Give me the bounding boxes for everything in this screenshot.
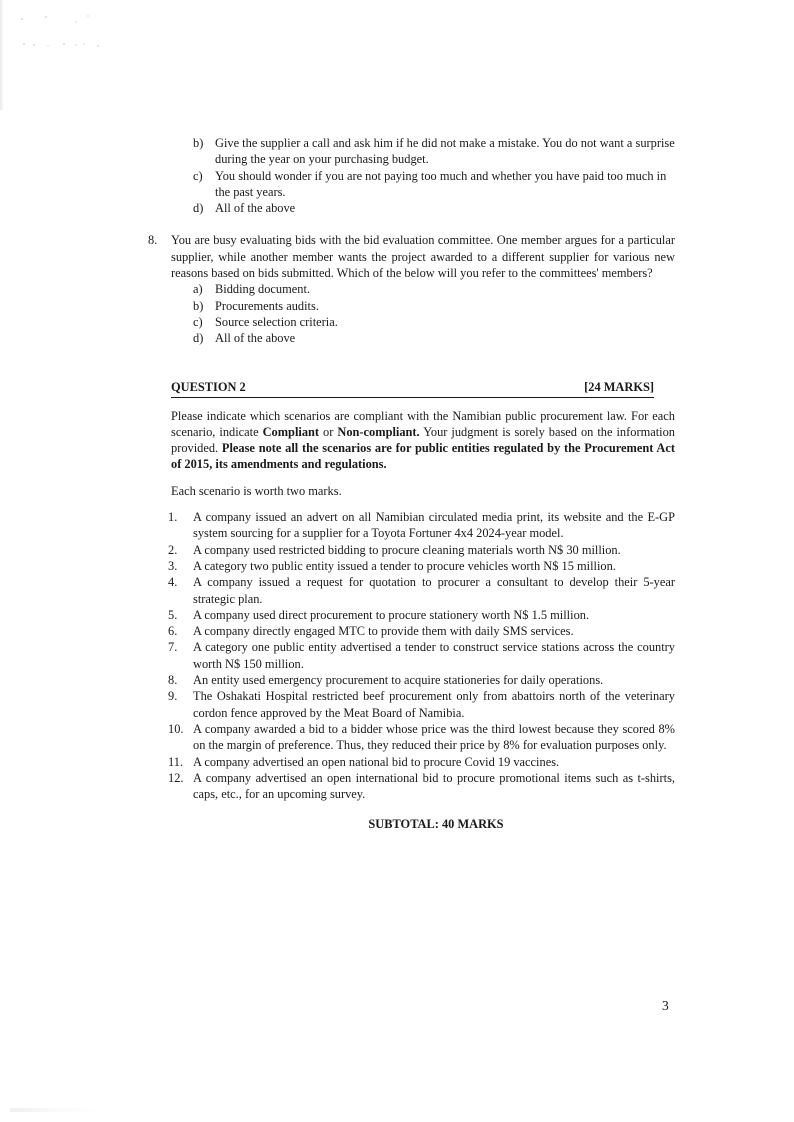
option-item: [145, 298, 675, 314]
scenario-item: [145, 607, 675, 623]
option-item: [145, 200, 675, 216]
option-letter: c): [193, 314, 203, 329]
option-item: [145, 168, 675, 201]
scenario-text: A company directly engaged MTC to provide them with daily SMS services.: [193, 624, 574, 639]
scenario-text: An entity used emergency procurement to acquire stationeries for daily operations.: [193, 673, 604, 688]
scenario-number: 2.: [168, 542, 178, 557]
section-header-question-2: [171, 379, 654, 398]
scenario-text: A company advertised an open international bid to procure promotional items such as t-shirts, caps, etc., for an upcoming survey.: [193, 770, 675, 802]
scenario-text: The Oshakati Hospital restricted beef procurement only from abattoirs north of the veterinary cordon fence approved by the Meat Board of Namibia.: [193, 689, 675, 720]
scenario-list: [145, 509, 675, 802]
scenario-item: [145, 754, 675, 770]
scan-edge-speck: [10, 1108, 100, 1112]
previous-question-options: [145, 135, 675, 216]
scenario-number: 7.: [168, 640, 178, 655]
option-letter: d): [193, 201, 204, 216]
scenario-item: [145, 558, 675, 574]
scenario-text: A company awarded a bid to a bidder whose price was the third lowest because they scored 8% on the margin of preference. Thus, they reduced their price by 8% for evaluation purposes only.: [193, 721, 675, 753]
option-letter: b): [193, 136, 204, 150]
question-8: [145, 232, 675, 281]
or-text: or: [319, 424, 338, 439]
question-text: You are busy evaluating bids with the bid evaluation committee. One member argues for a particular supplier, while another member wants the project awarded to a different supplier for various new reasons based on bids submitted. Which of the below will you refer to the committees' members?: [171, 233, 675, 281]
marks-note: Each scenario is worth two marks.: [171, 483, 342, 498]
option-item: [145, 330, 675, 346]
scenario-number: 12.: [168, 770, 184, 785]
scenario-number: 6.: [168, 624, 178, 639]
scenario-item: [145, 623, 675, 639]
scenario-text: A company used restricted bidding to procure cleaning materials worth N$ 30 million.: [193, 542, 621, 557]
instruction-text: Please indicate which scenarios are compliant with the Namibian public procurement law. For each scenario, indicate: [171, 408, 675, 439]
non-compliant-label: Non-compliant.: [337, 424, 420, 439]
option-letter: a): [193, 282, 203, 297]
option-item: [145, 314, 675, 330]
option-item: [145, 135, 675, 168]
scenario-item: [145, 542, 675, 558]
scenario-text: A company issued an advert on all Namibian circulated media print, its website and the E-GP system sourcing for a supplier for a Toyota Fortuner 4x4 2024-year model.: [193, 510, 675, 541]
instruction-text: Your judgment is sorely based on the information provided.: [171, 424, 675, 456]
scenario-number: 1.: [168, 510, 178, 525]
option-text: All of the above: [215, 331, 296, 346]
scenario-text: A company issued a request for quotation to procurer a consultant to develop their 5-year strategic plan.: [193, 575, 675, 606]
scenario-item: [145, 672, 675, 688]
option-text: You should wonder if you are not paying too much and whether you have paid too much in the past years.: [215, 168, 667, 199]
option-text: All of the above: [215, 201, 296, 216]
scenario-number: 10.: [168, 721, 184, 736]
scenario-text: A company used direct procurement to procure stationery worth N$ 1.5 million.: [193, 607, 590, 622]
scenario-number: 4.: [168, 575, 178, 590]
compliant-label: Compliant: [262, 424, 320, 439]
instruction-note: Please note all the scenarios are for public entities regulated by the Procurement Act of 2015, its amendments and regulations.: [171, 441, 675, 472]
scenario-number: 9.: [168, 689, 178, 704]
option-letter: c): [193, 168, 203, 183]
scenario-item: [145, 688, 675, 721]
scan-edge-shadow: [0, 0, 4, 110]
scenario-item: [145, 770, 675, 803]
option-letter: b): [193, 298, 204, 313]
scenario-text: A category one public entity advertised a tender to construct service stations across the country worth N$ 150 million.: [193, 640, 675, 671]
scenario-item: [145, 574, 675, 607]
section-title: QUESTION 2: [171, 379, 246, 394]
option-text: Procurements audits.: [215, 298, 319, 313]
scenario-text: A company advertised an open national bid to procure Covid 19 vaccines.: [193, 754, 560, 769]
option-item: [145, 281, 675, 297]
scan-noise-specks: [18, 14, 118, 54]
page-number: 3: [662, 998, 669, 1013]
option-text: Give the supplier a call and ask him if he did not make a mistake. You do not want a surprise during the year on your purchasing budget.: [215, 136, 675, 167]
subtotal: SUBTOTAL: 40 MARKS: [368, 817, 504, 832]
question-8-options: [145, 281, 675, 346]
scenario-number: 8.: [168, 673, 178, 688]
section-marks: [24 MARKS]: [584, 379, 654, 394]
scenario-item: [145, 639, 675, 672]
scenario-item: [145, 721, 675, 754]
scenario-number: 3.: [168, 558, 178, 573]
option-text: Bidding document.: [215, 282, 310, 297]
question-number: 8.: [148, 233, 158, 248]
option-text: Source selection criteria.: [215, 314, 338, 329]
question-2-instructions: [171, 408, 675, 473]
scenario-number: 11.: [168, 754, 184, 769]
scenario-item: [145, 509, 675, 542]
scenario-text: A category two public entity issued a tender to procure vehicles worth N$ 15 million.: [193, 558, 616, 573]
option-letter: d): [193, 331, 204, 346]
scenario-number: 5.: [168, 607, 178, 622]
page-content: [145, 135, 675, 833]
